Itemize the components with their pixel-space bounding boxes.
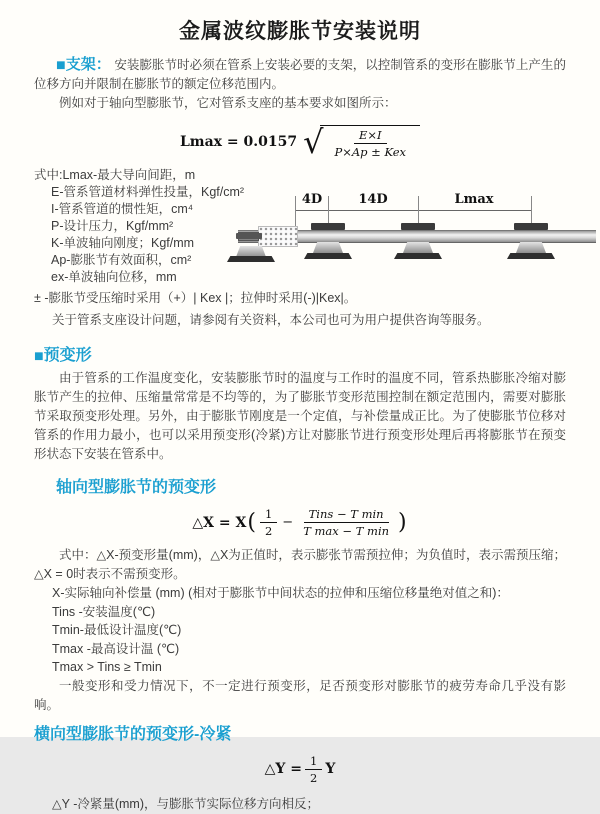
lateral-predeform-formula	[34, 754, 566, 785]
lateral-formula-lhs: △Y =	[264, 761, 303, 777]
page-title: 金属波纹膨胀节安装说明	[179, 20, 421, 43]
close-paren: )	[398, 509, 407, 535]
lmax-radicand	[320, 125, 420, 159]
fraction-denominator: 2	[264, 524, 273, 538]
fraction-numerator: 1	[260, 507, 277, 523]
support-pedestal	[403, 242, 433, 253]
parameter-line: Tmin-最低设计温度(℃)	[52, 623, 182, 637]
fraction-numerator: Tins − T min	[304, 507, 389, 523]
support-base	[304, 253, 352, 259]
lmax-denominator: P×Ap ± Kex	[334, 145, 407, 159]
definition-line: E-管系管道材料弹性投量，Kgf/cm²	[51, 185, 245, 199]
lmax-formula	[34, 125, 566, 159]
definition-line: ex-单波轴向位移，mm	[51, 270, 177, 284]
support-section-heading: 支架：	[65, 56, 111, 73]
minus-sign: −	[282, 515, 294, 530]
support-paragraph	[34, 55, 566, 94]
definition-line: 式中:Lmax-最大导向间距，m	[34, 168, 196, 182]
pipe-support-diagram	[238, 190, 598, 288]
half-fraction	[260, 507, 277, 538]
section-square-bullet: ■	[56, 57, 66, 74]
definition-line: Ap-膨胀节有效面积，cm²	[51, 253, 192, 267]
parameter-line: X-实际轴向补偿量 (mm) (相对于膨胀节中间状态的拉伸和压缩位移量绝对值之和)：	[52, 586, 509, 600]
lmax-numerator: E×I	[354, 128, 387, 144]
half-fraction	[305, 754, 322, 785]
predeform-body: 由于管系的工作温度变化，安装膨胀节时的温度与工作时的温度不同，管系热膨胀冷缩对膨胀节产生的拉伸、压缩量常常是不均等的，为了膨胀节变形范围控制在额定范围内，需要对膨胀节采取预变形处理。另外，由于膨胀节刚度是一个定值，与补偿量成正比。为了使膨胀节位移对管系的作用力最小，也可以采用预变形(冷紧)方让对膨胀节进行预变形处理后再将膨胀节在预变形状态下安装在管系中。	[34, 371, 566, 461]
lmax-formula-lhs: Lmax = 0.0157	[179, 134, 298, 150]
definition-line: K-单波轴向刚度；Kgf/mm	[51, 236, 195, 250]
parameter-line: Tmax -最高设计温 (℃)	[52, 641, 180, 656]
support-clamp	[236, 233, 262, 239]
support-clamp	[311, 223, 345, 230]
support-base	[507, 253, 555, 259]
predeform-heading-text: 预变形	[43, 347, 92, 364]
lateral-subsection-heading: 横向型膨胀节的预变形-冷紧	[34, 725, 232, 743]
temperature-fraction	[298, 507, 394, 538]
parameter-line: Tmax > Tins ≥ Tmin	[52, 660, 162, 674]
definition-line: P-设计压力，Kgf/mm²	[51, 219, 174, 233]
support-example-line: 例如对于轴向型膨胀节，它对管系支座的基本要求如图所示：	[59, 96, 397, 110]
support-base	[227, 256, 275, 262]
dimension-label-4d: 4D	[296, 193, 328, 207]
dimension-line	[295, 210, 531, 211]
dimension-label-lmax: Lmax	[443, 193, 505, 207]
axial-note: 一般变形和受力情况下，不一定进行预变形，足否预变形对膨胀节的疲劳寿命几乎没有影响。	[34, 678, 566, 712]
support-section-body: 安装膨胀节时必须在管系上安装必要的支架，以控制管系的变形在膨胀节上产生的位移方向并限制在膨胀节的额定位移范围内。	[34, 58, 566, 91]
support-clamp	[514, 223, 548, 230]
axial-formula-lhs: △X = X	[192, 514, 247, 531]
axial-subsection-heading: 轴向型膨胀节的预变形	[56, 479, 217, 496]
bellows-section	[258, 226, 298, 247]
consulting-note: 关于管系支座设计问题，请参阅有关资料，本公司也可为用户提供咨询等服务。	[52, 313, 490, 327]
section-square-bullet: ■	[34, 348, 44, 365]
fraction-numerator: 1	[305, 754, 322, 770]
predeform-section-heading	[34, 342, 566, 366]
lateral-formula-rhs: Y	[325, 761, 336, 777]
axial-predeform-formula	[34, 507, 566, 538]
support-clamp	[401, 223, 435, 230]
open-paren: (	[247, 509, 256, 535]
sqrt-symbol: √	[303, 123, 324, 161]
support-base	[394, 253, 442, 259]
support-pedestal	[236, 246, 266, 257]
axial-parameter-list	[34, 584, 566, 677]
support-pedestal	[313, 242, 343, 253]
fraction-denominator: T max − T min	[303, 524, 390, 538]
plus-minus-note: ± -膨胀节受压缩时采用（+）| Kex |；拉伸时采用(-)|Kex|。	[34, 291, 357, 305]
parameter-line: Tins -安装温度(℃)	[52, 604, 156, 619]
support-pedestal	[516, 242, 546, 253]
definition-line: I-管系管道的惯性矩，cm⁴	[51, 202, 194, 216]
dimension-label-14d: 14D	[343, 193, 403, 207]
lateral-note: △Y -冷紧量(mm)，与膨胀节实际位移方向相反；	[52, 796, 320, 811]
fraction-denominator: 2	[310, 770, 318, 785]
axial-formula-explain: 式中：△X-预变形量(mm)，△X为正值时，表示膨张节需预拉伸；为负值时，表示需预压缩；△X = 0时表示不需预变形。	[34, 548, 566, 581]
